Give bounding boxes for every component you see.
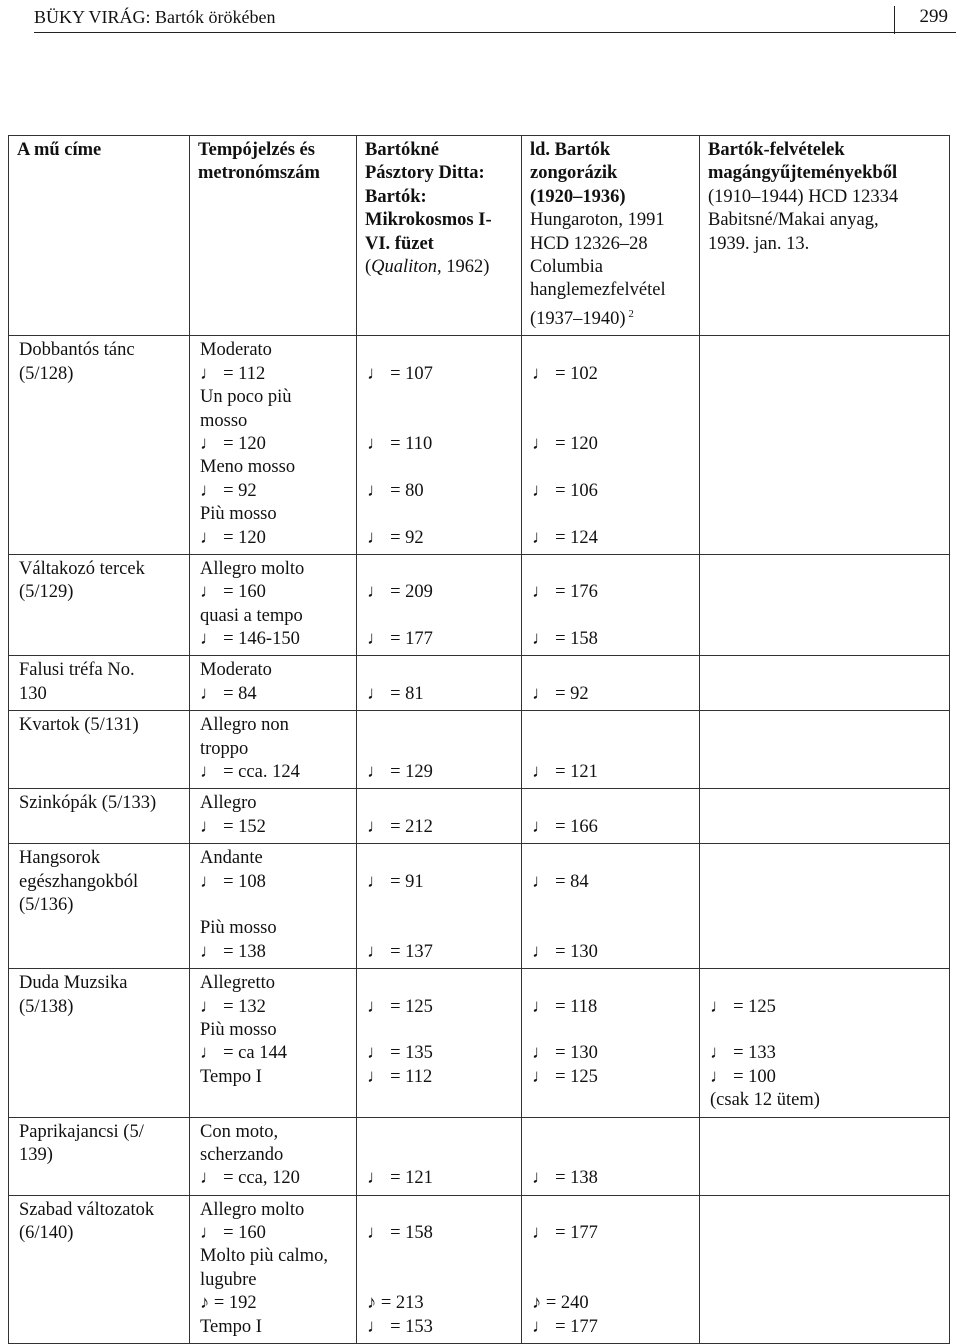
col-title-header bbox=[9, 136, 190, 336]
cell-line: ♩ = 177 bbox=[367, 629, 433, 650]
cell-line: ♩ = 112 bbox=[200, 363, 266, 384]
cell-line bbox=[532, 558, 695, 581]
cell-line: ♪ = 240 bbox=[532, 1293, 589, 1314]
cell-line bbox=[367, 558, 517, 581]
cell-line: Un poco più bbox=[200, 387, 292, 408]
header-bold-line: metronómszám bbox=[198, 163, 320, 184]
cell-line bbox=[532, 792, 695, 815]
bartok-recording-cell bbox=[522, 844, 700, 969]
cell-line bbox=[367, 972, 517, 995]
cell-line: Allegro molto bbox=[200, 558, 305, 579]
cell-line: ♩ = ca 144 bbox=[200, 1043, 287, 1064]
table-row bbox=[9, 656, 950, 711]
cell-line bbox=[532, 1121, 695, 1144]
header-bold-line: magángyűjteményekből bbox=[708, 163, 898, 184]
header-bold-line: zongorázik bbox=[530, 163, 618, 184]
tempo-cell bbox=[190, 1117, 357, 1195]
cell-line: ♩ = 110 bbox=[367, 433, 433, 454]
private-recording-cell bbox=[700, 711, 950, 789]
cell-line bbox=[532, 1019, 695, 1042]
cell-line: ♩ = 177 bbox=[532, 1316, 598, 1337]
col-bartok-header bbox=[522, 136, 700, 336]
cell-line: ♩ = 125 bbox=[710, 996, 776, 1017]
cell-line: ♩ = 121 bbox=[532, 762, 598, 783]
col-private-header bbox=[700, 136, 950, 336]
cell-line: ♩ = 138 bbox=[200, 941, 266, 962]
cell-line bbox=[532, 847, 695, 870]
bartok-recording-cell bbox=[522, 1195, 700, 1343]
work-title-cell bbox=[9, 336, 190, 555]
cell-line: troppo bbox=[200, 738, 249, 759]
cell-line bbox=[367, 1144, 517, 1167]
cell-line: 139) bbox=[19, 1144, 53, 1165]
bartok-recording-cell bbox=[522, 969, 700, 1117]
tempo-cell bbox=[190, 336, 357, 555]
cell-line: ♩ = 158 bbox=[367, 1223, 433, 1244]
cell-line bbox=[367, 1121, 517, 1144]
cell-line: Moderato bbox=[200, 340, 272, 361]
table-row bbox=[9, 554, 950, 656]
cell-line: ♩ = 124 bbox=[532, 527, 598, 548]
private-recording-cell bbox=[700, 1117, 950, 1195]
bartok-recording-cell bbox=[522, 711, 700, 789]
header-line: (1937–1940) $^2$ bbox=[530, 307, 634, 329]
cell-line bbox=[200, 894, 352, 917]
cell-line: ♩ = 92 bbox=[200, 480, 257, 501]
table-body bbox=[9, 336, 950, 1344]
header-bold-line: Bartókné bbox=[365, 140, 439, 160]
tempo-cell bbox=[190, 1195, 357, 1343]
cell-line bbox=[367, 339, 517, 362]
cell-line bbox=[532, 1199, 695, 1222]
header-line: HCD 12326–28 bbox=[530, 233, 648, 254]
cell-line bbox=[367, 714, 517, 737]
cell-line bbox=[367, 386, 517, 409]
work-title-cell bbox=[9, 1195, 190, 1343]
cell-line: ♩ = 160 bbox=[200, 582, 266, 603]
private-recording-cell bbox=[700, 969, 950, 1117]
cell-line bbox=[532, 503, 695, 526]
cell-line: Allegro molto bbox=[200, 1199, 305, 1220]
cell-line: ♩ = 209 bbox=[367, 582, 433, 603]
header-line: (Qualiton, 1962) bbox=[365, 257, 490, 278]
ditta-recording-cell bbox=[357, 969, 522, 1117]
cell-line: ♩ = 120 bbox=[200, 433, 266, 454]
cell-line: ♩ = 125 bbox=[367, 996, 433, 1017]
header-bold-line: A mű címe bbox=[17, 140, 102, 160]
cell-line: ♩ = 120 bbox=[532, 433, 598, 454]
cell-line: (5/129) bbox=[19, 582, 74, 603]
cell-line bbox=[532, 1089, 695, 1112]
cell-line: Váltakozó tercek bbox=[19, 558, 145, 579]
cell-line bbox=[532, 605, 695, 628]
tempo-cell bbox=[190, 789, 357, 844]
cell-line bbox=[367, 456, 517, 479]
table-row bbox=[9, 711, 950, 789]
cell-line: ♩ = cca, 120 bbox=[200, 1168, 300, 1189]
cell-line bbox=[532, 1269, 695, 1292]
cell-line bbox=[367, 792, 517, 815]
cell-line: Con moto, bbox=[200, 1121, 279, 1142]
cell-line: ♩ = 158 bbox=[532, 629, 598, 650]
cell-line: (6/140) bbox=[19, 1223, 74, 1244]
work-title-cell bbox=[9, 656, 190, 711]
table-row bbox=[9, 336, 950, 555]
header-line: Babitsné/Makai anyag, bbox=[708, 210, 879, 231]
table-row bbox=[9, 789, 950, 844]
cell-line bbox=[367, 503, 517, 526]
cell-line bbox=[532, 339, 695, 362]
cell-line bbox=[532, 410, 695, 433]
header-divider bbox=[894, 6, 895, 34]
header-bold-line: ld. Bartók bbox=[530, 140, 611, 160]
cell-line: ♩ = 152 bbox=[200, 816, 266, 837]
cell-line: lugubre bbox=[200, 1269, 257, 1290]
cell-line: ♩ = 137 bbox=[367, 941, 433, 962]
cell-line: Duda Muzsika bbox=[19, 973, 128, 994]
cell-line: Allegro non bbox=[200, 715, 289, 736]
cell-line: ♩ = 84 bbox=[532, 871, 589, 892]
cell-line: ♩ = 112 bbox=[367, 1066, 433, 1087]
footnote-ref: 2 bbox=[625, 307, 634, 320]
bartok-recording-cell bbox=[522, 1117, 700, 1195]
header-bold-line: (1920–1936) bbox=[530, 186, 626, 207]
cell-line: ♩ = 120 bbox=[200, 527, 266, 548]
cell-line bbox=[367, 1245, 517, 1268]
cell-line: ♩ = 92 bbox=[532, 683, 589, 704]
cell-line: ♩ = 81 bbox=[367, 683, 424, 704]
ditta-recording-cell bbox=[357, 1195, 522, 1343]
ditta-recording-cell bbox=[357, 336, 522, 555]
cell-line: Allegretto bbox=[200, 973, 276, 994]
cell-line: ♩ = cca. 124 bbox=[200, 762, 300, 783]
cell-line: ♪ = 213 bbox=[367, 1293, 424, 1314]
cell-line bbox=[367, 738, 517, 761]
cell-line bbox=[532, 714, 695, 737]
ditta-recording-cell bbox=[357, 844, 522, 969]
cell-line: ♩ = 130 bbox=[532, 1043, 598, 1064]
header-bold-line: Mikrokosmos I- bbox=[365, 210, 492, 231]
cell-line bbox=[532, 1144, 695, 1167]
work-title-cell bbox=[9, 554, 190, 656]
cell-line: ♩ = 146-150 bbox=[200, 629, 300, 650]
cell-line bbox=[532, 659, 695, 682]
cell-line: Più mosso bbox=[200, 918, 277, 939]
header-bold-line: Bartók: bbox=[365, 186, 427, 207]
cell-line: ♩ = 133 bbox=[710, 1043, 776, 1064]
cell-line bbox=[532, 972, 695, 995]
cell-line: Più mosso bbox=[200, 504, 277, 525]
cell-line bbox=[532, 386, 695, 409]
cell-line: ♩ = 129 bbox=[367, 762, 433, 783]
cell-line: ♩ = 177 bbox=[532, 1223, 598, 1244]
cell-line: ♩ = 118 bbox=[532, 996, 598, 1017]
cell-line: ♩ = 107 bbox=[367, 363, 433, 384]
private-recording-cell bbox=[700, 1195, 950, 1343]
cell-line: Moderato bbox=[200, 660, 272, 681]
cell-line bbox=[532, 1245, 695, 1268]
work-title-cell bbox=[9, 1117, 190, 1195]
cell-line: ♩ = 121 bbox=[367, 1168, 433, 1189]
ditta-recording-cell bbox=[357, 656, 522, 711]
cell-line: ♩ = 176 bbox=[532, 582, 598, 603]
cell-line bbox=[367, 410, 517, 433]
cell-line: Hangsorok bbox=[19, 848, 101, 869]
tempo-comparison-table bbox=[8, 135, 950, 1344]
cell-line: Paprikajancsi (5/ bbox=[19, 1121, 144, 1142]
cell-line: ♩ = 100 bbox=[710, 1066, 776, 1087]
table-header-row bbox=[9, 136, 950, 336]
private-recording-cell bbox=[700, 656, 950, 711]
cell-line bbox=[710, 1019, 945, 1042]
cell-line: ♩ = 84 bbox=[200, 683, 257, 704]
cell-line: (csak 12 ütem) bbox=[710, 1090, 820, 1111]
header-line: hanglemezfelvétel bbox=[530, 280, 666, 301]
table-row bbox=[9, 1195, 950, 1343]
page-number: 299 bbox=[919, 6, 948, 27]
cell-line: ♩ = 166 bbox=[532, 816, 598, 837]
cell-line: Andante bbox=[200, 848, 263, 869]
cell-line: ♩ = 138 bbox=[532, 1168, 598, 1189]
bartok-recording-cell bbox=[522, 554, 700, 656]
work-title-cell bbox=[9, 844, 190, 969]
private-recording-cell bbox=[700, 554, 950, 656]
cell-line: ♩ = 106 bbox=[532, 480, 598, 501]
cell-line bbox=[367, 1089, 517, 1112]
cell-line: scherzando bbox=[200, 1144, 284, 1165]
tempo-cell bbox=[190, 969, 357, 1117]
cell-line bbox=[367, 605, 517, 628]
ditta-recording-cell bbox=[357, 711, 522, 789]
cell-line: (5/128) bbox=[19, 363, 74, 384]
cell-line bbox=[532, 917, 695, 940]
cell-line: (5/138) bbox=[19, 996, 74, 1017]
running-header bbox=[34, 4, 956, 33]
header-line: Columbia bbox=[530, 257, 603, 278]
cell-line: ♩ = 212 bbox=[367, 816, 433, 837]
cell-line: quasi a tempo bbox=[200, 605, 303, 626]
col-ditta-header bbox=[357, 136, 522, 336]
cell-line: ♩ = 92 bbox=[367, 527, 424, 548]
private-recording-cell bbox=[700, 789, 950, 844]
table-row bbox=[9, 969, 950, 1117]
ditta-recording-cell bbox=[357, 1117, 522, 1195]
header-bold-line: Pásztory Ditta: bbox=[365, 163, 485, 184]
cell-line bbox=[367, 1199, 517, 1222]
cell-line: egészhangokból bbox=[19, 871, 139, 892]
header-line: (1910–1944) HCD 12334 bbox=[708, 186, 899, 207]
bartok-recording-cell bbox=[522, 336, 700, 555]
cell-line: ♩ = 108 bbox=[200, 871, 266, 892]
cell-line bbox=[200, 1089, 352, 1112]
tempo-cell bbox=[190, 711, 357, 789]
bartok-recording-cell bbox=[522, 789, 700, 844]
cell-line bbox=[367, 847, 517, 870]
ditta-recording-cell bbox=[357, 789, 522, 844]
ditta-recording-cell bbox=[357, 554, 522, 656]
cell-line: ♩ = 130 bbox=[532, 941, 598, 962]
cell-line: ♩ = 132 bbox=[200, 996, 266, 1017]
cell-line: Tempo I bbox=[200, 1066, 262, 1087]
work-title-cell bbox=[9, 711, 190, 789]
cell-line: Allegro bbox=[200, 793, 257, 814]
cell-line bbox=[367, 1269, 517, 1292]
cell-line: ♩ = 102 bbox=[532, 363, 598, 384]
header-bold-line: Tempójelzés és bbox=[198, 140, 315, 160]
work-title-cell bbox=[9, 969, 190, 1117]
cell-line: ♩ = 80 bbox=[367, 480, 424, 501]
cell-line bbox=[367, 659, 517, 682]
cell-line: (5/136) bbox=[19, 895, 74, 915]
cell-line: Più mosso bbox=[200, 1019, 277, 1040]
cell-line bbox=[532, 738, 695, 761]
cell-line bbox=[367, 894, 517, 917]
cell-line: ♩ = 135 bbox=[367, 1043, 433, 1064]
cell-line: Szabad változatok bbox=[19, 1199, 155, 1220]
cell-line: Meno mosso bbox=[200, 457, 296, 478]
cell-line: Kvartok (5/131) bbox=[19, 715, 139, 736]
tempo-cell bbox=[190, 656, 357, 711]
cell-line: Molto più calmo, bbox=[200, 1246, 328, 1267]
cell-line: ♩ = 160 bbox=[200, 1223, 266, 1244]
cell-line: ♩ = 91 bbox=[367, 871, 424, 892]
private-recording-cell bbox=[700, 336, 950, 555]
cell-line: ♩ = 153 bbox=[367, 1316, 433, 1337]
cell-line bbox=[367, 1019, 517, 1042]
cell-line: mosso bbox=[200, 410, 248, 431]
running-title: BÜKY VIRÁG: Bartók örökében bbox=[34, 7, 276, 27]
cell-line: Dobbantós tánc bbox=[19, 340, 135, 361]
cell-line bbox=[367, 917, 517, 940]
tempo-cell bbox=[190, 554, 357, 656]
table-row bbox=[9, 844, 950, 969]
header-line: Hungaroton, 1991 bbox=[530, 210, 665, 231]
cell-line bbox=[710, 972, 945, 995]
cell-line bbox=[532, 456, 695, 479]
cell-line: ♩ = 125 bbox=[532, 1066, 598, 1087]
col-tempo-header bbox=[190, 136, 357, 336]
header-bold-line: VI. füzet bbox=[365, 233, 434, 254]
cell-line: 130 bbox=[19, 683, 47, 704]
bartok-recording-cell bbox=[522, 656, 700, 711]
cell-line: Tempo I bbox=[200, 1316, 262, 1337]
cell-line: Falusi tréfa No. bbox=[19, 660, 135, 681]
header-bold-line: Bartók-felvételek bbox=[708, 140, 845, 160]
cell-line: Szinkópák (5/133) bbox=[19, 793, 157, 814]
cell-line: ♪ = 192 bbox=[200, 1293, 257, 1314]
tempo-cell bbox=[190, 844, 357, 969]
header-line: 1939. jan. 13. bbox=[708, 233, 810, 254]
table-row bbox=[9, 1117, 950, 1195]
private-recording-cell bbox=[700, 844, 950, 969]
work-title-cell bbox=[9, 789, 190, 844]
cell-line bbox=[532, 894, 695, 917]
